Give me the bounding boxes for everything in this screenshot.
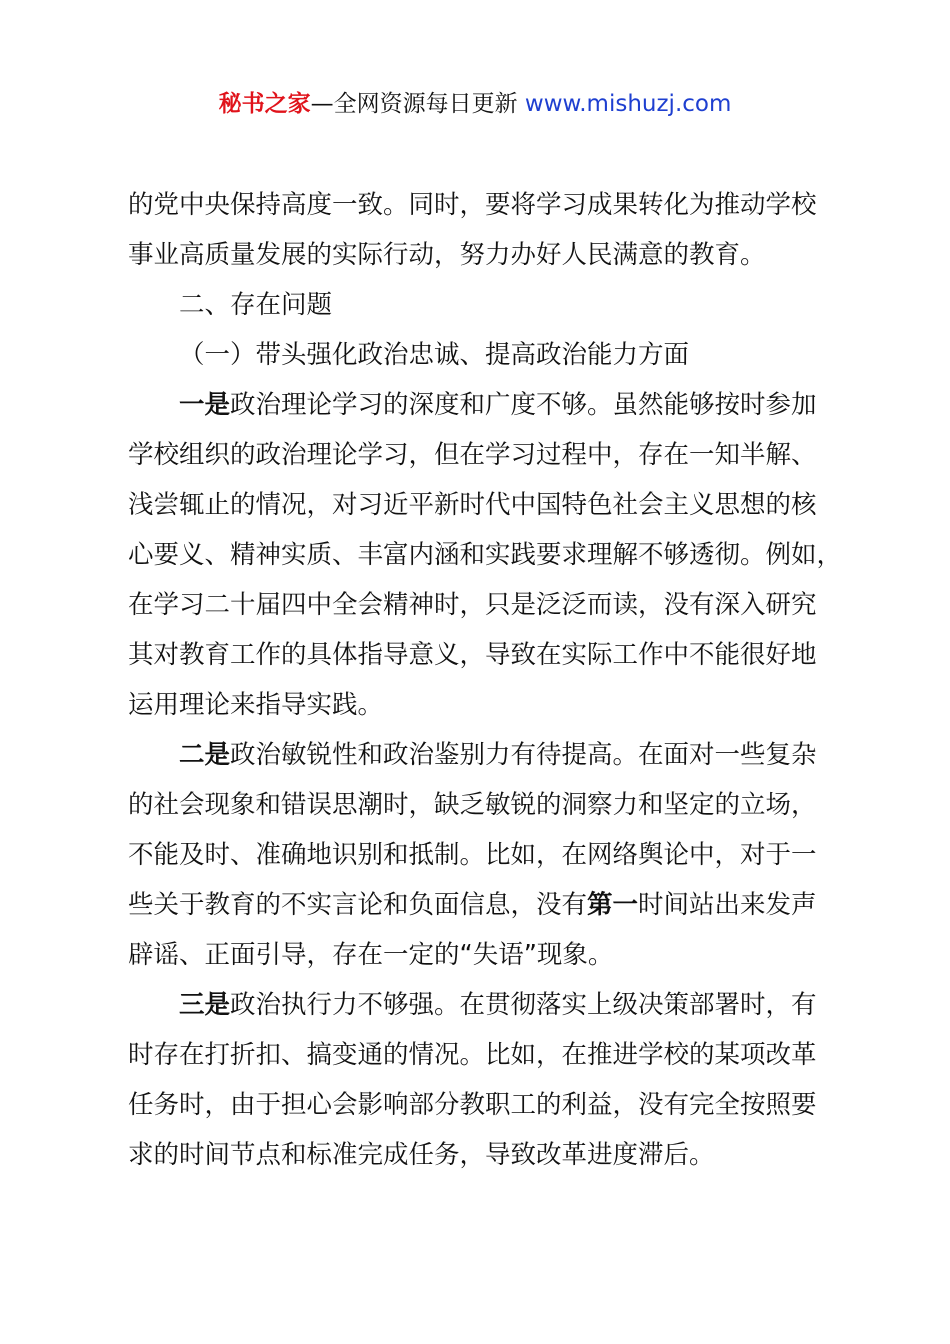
website-url[interactable]: www.mishuzj.com [524,91,732,117]
point-one-line [128,380,828,430]
subsection-heading: （一）带头强化政治忠诚、提高政治能力方面 [179,340,690,370]
page-header [0,86,950,122]
text-line: 政治理论学习的深度和广度不够。虽然能够按时参加 [230,390,817,420]
text-line: 不能及时、准确地识别和抵制。比如，在网络舆论中，对于一 [128,840,817,870]
text-line: 辟谣、正面引导，存在一定的“失语”现象。 [128,940,614,970]
text-line: 的社会现象和错误思潮时，缺乏敏锐的洞察力和坚定的立场， [128,790,817,820]
text-line: 心要义、精神实质、丰富内涵和实践要求理解不够透彻。例如， [128,540,843,570]
text-line: 事业高质量发展的实际行动，努力办好人民满意的教育。 [128,240,766,270]
section-heading: 二、存在问题 [179,290,333,320]
point-three-line [128,980,828,1030]
text-line-mixed [128,880,828,930]
text-line: 运用理论来指导实践。 [128,690,384,720]
document-body [128,180,843,1180]
point-two-line [128,730,828,780]
text-line: 求的时间节点和标准完成任务，导致改革进度滞后。 [128,1140,715,1170]
text-line: 的党中央保持高度一致。同时，要将学习成果转化为推动学校 [128,190,817,220]
text-line: 其对教育工作的具体指导意义，导致在实际工作中不能很好地 [128,640,817,670]
point-three-lead: 三是 [179,990,231,1020]
text-line: 在学习二十届四中全会精神时，只是泛泛而读，没有深入研究 [128,590,817,620]
brand-name: 秘书之家 [218,91,311,117]
point-one-lead: 一是 [179,390,231,420]
text-fragment: 些关于教育的不实言论和负面信息，没有 [128,890,588,920]
point-two-lead: 二是 [179,740,231,770]
text-line: 政治执行力不够强。在贯彻落实上级决策部署时，有 [230,990,817,1020]
text-line: 任务时，由于担心会影响部分教职工的利益，没有完全按照要 [128,1090,817,1120]
text-line: 学校组织的政治理论学习，但在学习过程中，存在一知半解、 [128,440,817,470]
text-line: 浅尝辄止的情况，对习近平新时代中国特色社会主义思想的核 [128,490,817,520]
header-tagline: —全网资源每日更新 [310,91,525,117]
bold-fragment: 第一 [587,890,639,920]
text-line: 政治敏锐性和政治鉴别力有待提高。在面对一些复杂 [230,740,817,770]
text-line: 时存在打折扣、搞变通的情况。比如，在推进学校的某项改革 [128,1040,817,1070]
text-fragment: 时间站出来发声 [638,890,817,920]
